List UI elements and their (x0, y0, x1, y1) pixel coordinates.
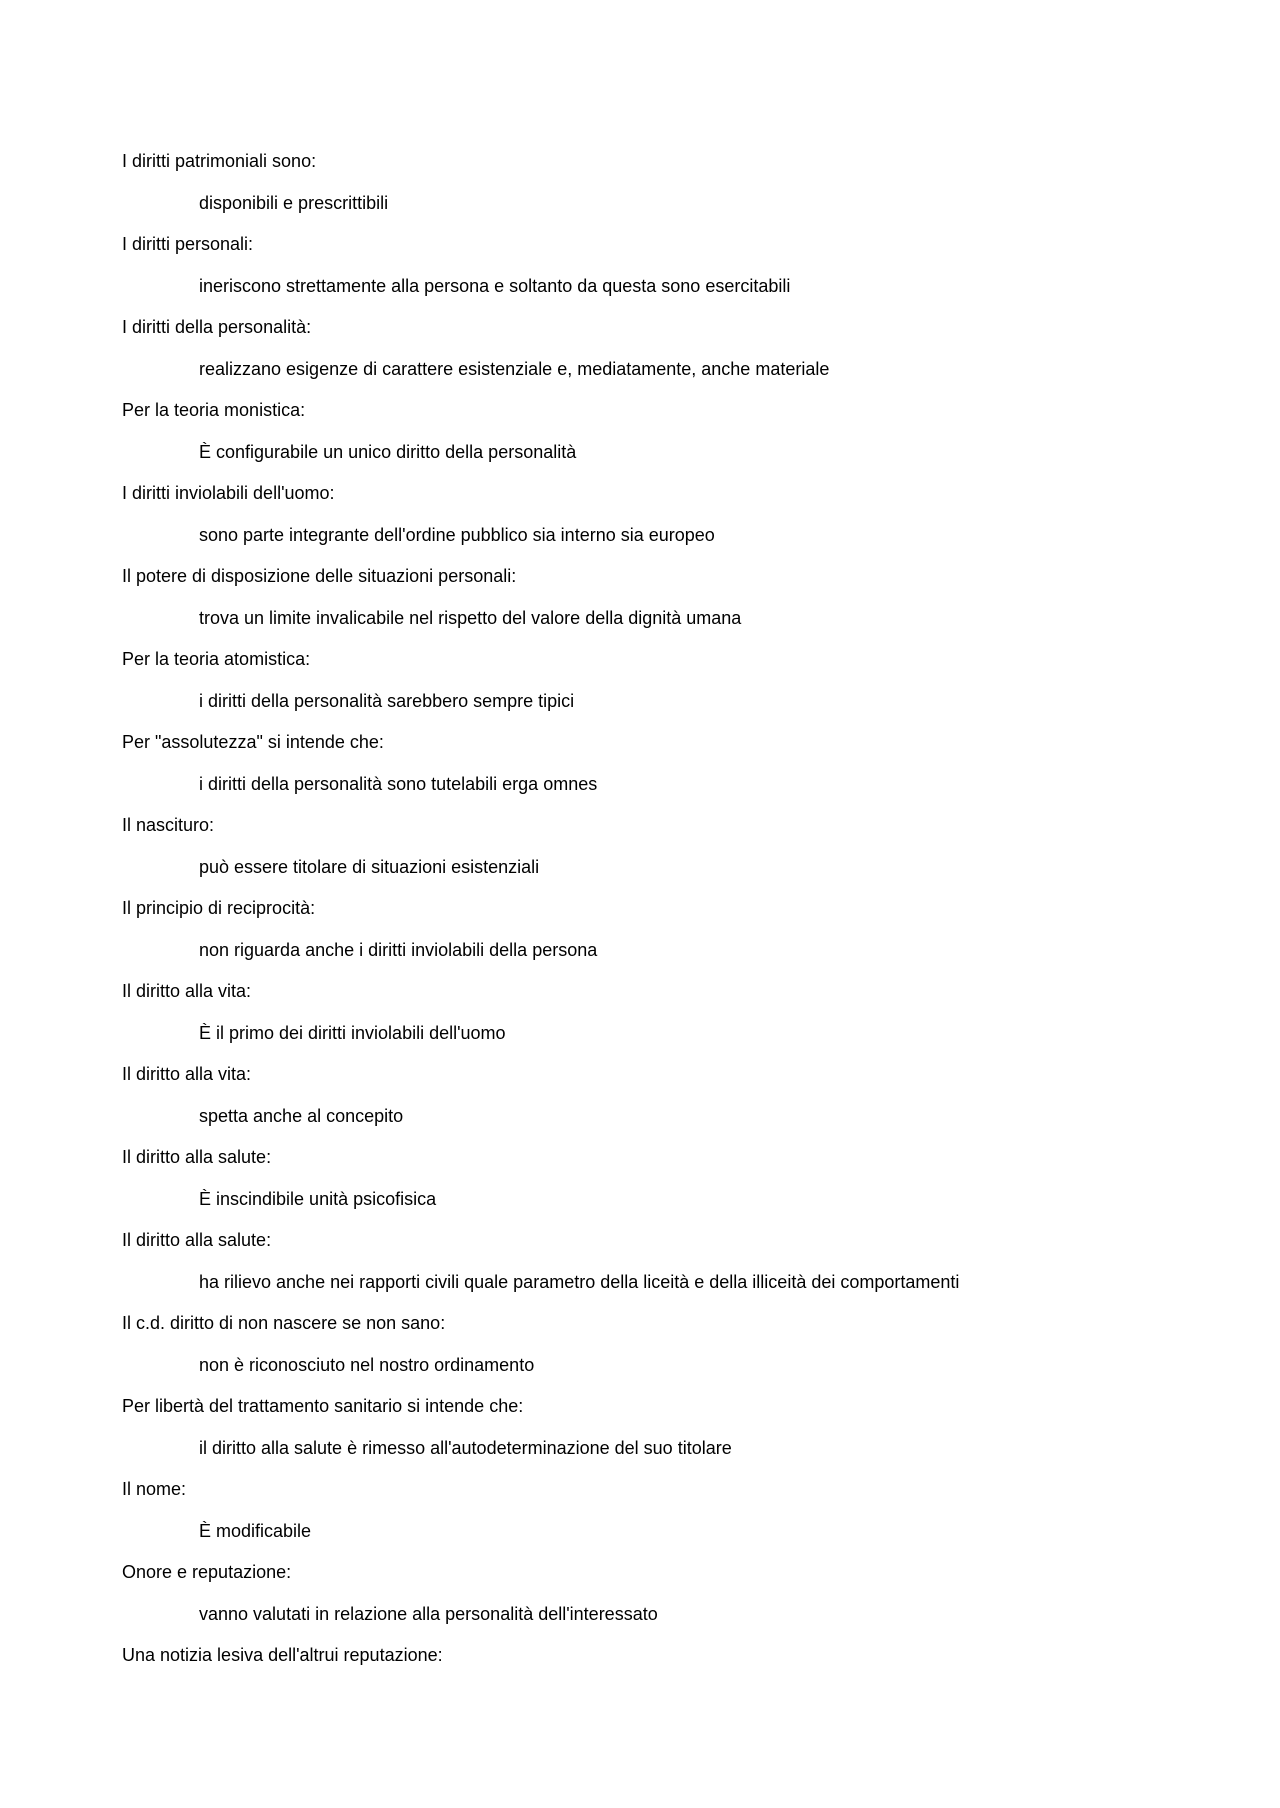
qa-item (122, 1395, 1222, 1478)
question-text: Il c.d. diritto di non nascere se non sano: (122, 1313, 446, 1333)
qa-item (122, 565, 1222, 648)
qa-item (122, 1229, 1222, 1312)
qa-item (122, 1312, 1222, 1395)
qa-item (122, 897, 1222, 980)
qa-item (122, 399, 1222, 482)
question-text: Il diritto alla salute: (122, 1230, 272, 1250)
qa-item (122, 731, 1222, 814)
question-text: Il diritto alla salute: (122, 1147, 272, 1167)
qa-item (122, 1146, 1222, 1229)
answer-text: spetta anche al concepito (199, 1105, 404, 1126)
question-text: Il principio di reciprocità: (122, 898, 316, 918)
answer-text: ineriscono strettamente alla persona e soltanto da questa sono esercitabili (199, 275, 791, 296)
question-text: Onore e reputazione: (122, 1562, 292, 1582)
qa-item (122, 1478, 1222, 1561)
qa-item (122, 316, 1222, 399)
answer-text: ha rilievo anche nei rapporti civili quale parametro della liceità e della illiceità dei comportamenti (199, 1271, 960, 1292)
question-text: I diritti inviolabili dell'uomo: (122, 483, 335, 503)
answer-text: sono parte integrante dell'ordine pubblico sia interno sia europeo (199, 524, 715, 545)
answer-text: È il primo dei diritti inviolabili dell'uomo (199, 1022, 506, 1043)
answer-text: È configurabile un unico diritto della personalità (199, 441, 577, 462)
question-text: I diritti patrimoniali sono: (122, 151, 317, 171)
answer-text: disponibili e prescrittibili (199, 192, 389, 213)
answer-text: non riguarda anche i diritti inviolabili della persona (199, 939, 598, 960)
question-text: Il nascituro: (122, 815, 215, 835)
question-text: Per "assolutezza" si intende che: (122, 732, 384, 752)
answer-text: È modificabile (199, 1520, 312, 1541)
answer-text: trova un limite invalicabile nel rispetto del valore della dignità umana (199, 607, 742, 628)
question-text: Il diritto alla vita: (122, 981, 252, 1001)
qa-item (122, 814, 1222, 897)
qa-item (122, 233, 1222, 316)
answer-text: vanno valutati in relazione alla personalità dell'interessato (199, 1603, 658, 1624)
question-text: Il potere di disposizione delle situazioni personali: (122, 566, 517, 586)
qa-item (122, 482, 1222, 565)
answer-text: È inscindibile unità psicofisica (199, 1188, 437, 1209)
question-text: Il diritto alla vita: (122, 1064, 252, 1084)
answer-text: i diritti della personalità sono tutelabili erga omnes (199, 773, 598, 794)
answer-text: il diritto alla salute è rimesso all'autodeterminazione del suo titolare (199, 1437, 732, 1458)
qa-item (122, 1644, 1222, 1686)
question-text: Il nome: (122, 1479, 187, 1499)
question-text: Per libertà del trattamento sanitario si intende che: (122, 1396, 524, 1416)
qa-item (122, 1561, 1222, 1644)
answer-text: non è riconosciuto nel nostro ordinamento (199, 1354, 535, 1375)
answer-text: può essere titolare di situazioni esistenziali (199, 856, 540, 877)
question-text: I diritti della personalità: (122, 317, 312, 337)
qa-item (122, 648, 1222, 731)
qa-item (122, 150, 1222, 233)
qa-list (122, 150, 1222, 1686)
question-text: Per la teoria atomistica: (122, 649, 311, 669)
qa-item (122, 980, 1222, 1063)
qa-item (122, 1063, 1222, 1146)
question-text: Per la teoria monistica: (122, 400, 306, 420)
answer-text: realizzano esigenze di carattere esistenziale e, mediatamente, anche materiale (199, 358, 830, 379)
question-text: I diritti personali: (122, 234, 254, 254)
answer-text: i diritti della personalità sarebbero sempre tipici (199, 690, 575, 711)
question-text: Una notizia lesiva dell'altrui reputazione: (122, 1645, 443, 1665)
